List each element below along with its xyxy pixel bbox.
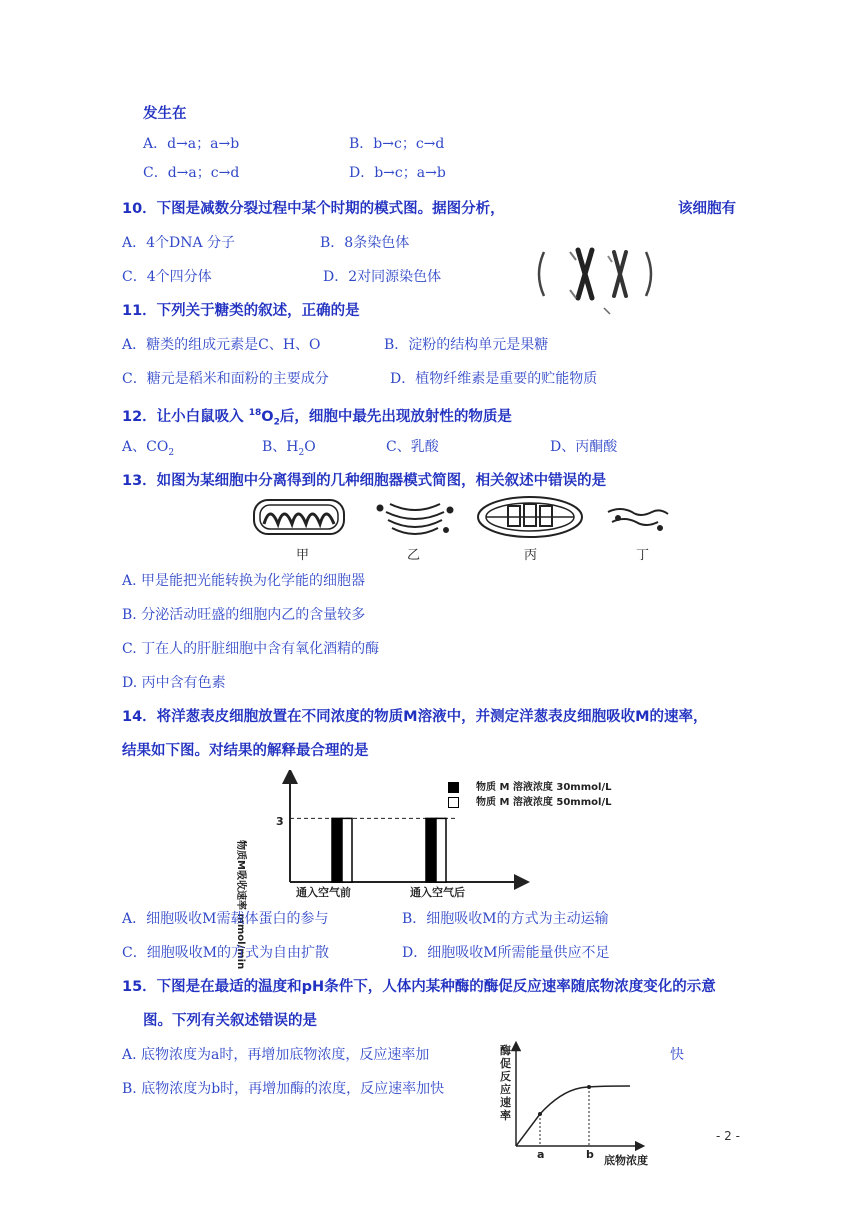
- q12-option-b: [262, 437, 316, 463]
- q10-stem-end: 该细胞有: [678, 201, 736, 217]
- chart15-y-axis-label: 酶促反应速率: [500, 1044, 511, 1122]
- q14-stem-line1: 14．将洋葱表皮细胞放置在不同浓度的物质M溶液中，并测定洋葱表皮细胞吸收M的速率，: [122, 709, 708, 725]
- chart14-legend-30: 物质 M 溶液浓度 30mmol/L: [476, 782, 612, 793]
- chart14-bar-before-50: [342, 818, 352, 882]
- chart15-curve: [516, 1086, 630, 1146]
- q9-option-b: B．b→c；c→d: [349, 136, 445, 152]
- chart14-legend-swatch-50: [448, 797, 459, 808]
- chart14-legend-swatch-30: [448, 782, 459, 793]
- organelle-label-yi: 乙: [407, 548, 421, 563]
- q9-option-c: C．d→a；c→d: [143, 165, 240, 181]
- chromosome-figure: [530, 238, 660, 318]
- q10-stem: 10．下图是减数分裂过程中某个时期的模式图。据图分析，: [122, 201, 505, 217]
- q12-isotope-mass: 18: [248, 408, 262, 418]
- q12-option-d: D、丙酮酸: [550, 439, 618, 455]
- enzyme-rate-chart: [500, 1040, 650, 1160]
- er-drawing: [608, 509, 668, 530]
- q14-option-a: A．细胞吸收M需载体蛋白的参与: [122, 911, 329, 927]
- q14-option-d: D．细胞吸收M所需能量供应不足: [402, 945, 610, 961]
- chart14-bar-before-30: [332, 818, 342, 882]
- q11-option-b: B．淀粉的结构单元是果糖: [384, 337, 549, 353]
- q12-option-b-sub: 2: [298, 447, 305, 458]
- q11-stem: 11．下列关于糖类的叙述，正确的是: [122, 303, 360, 319]
- q12-subscript: 2: [273, 417, 280, 428]
- q11-option-c: C．糖元是稻米和面粉的主要成分: [122, 371, 329, 387]
- q12-option-b-tail: O: [304, 439, 316, 455]
- q15-option-a: A. 底物浓度为a时，再增加底物浓度，反应速率加: [122, 1047, 430, 1063]
- q14-option-b: B．细胞吸收M的方式为主动运输: [402, 911, 609, 927]
- q10-option-a: A．4个DNA 分子: [122, 235, 236, 251]
- q12-option-b-text: B、H: [262, 439, 299, 455]
- q11-option-d: D．植物纤维素是重要的贮能物质: [390, 371, 598, 387]
- chart15-x-axis-label: 底物浓度: [604, 1154, 648, 1167]
- chart15-tick-b: b: [586, 1148, 594, 1161]
- organelle-label-jia: 甲: [296, 548, 310, 563]
- organelle-label-bing: 丙: [524, 548, 538, 563]
- grana-drawing: [478, 497, 582, 537]
- q10-option-d: D．2对同源染色体: [323, 269, 442, 285]
- golgi-drawing: [378, 504, 453, 534]
- q12-stem: [122, 403, 512, 433]
- q10-option-b: B．8条染色体: [320, 235, 410, 251]
- q9-stem-tail: 发生在: [143, 106, 187, 122]
- q13-option-a: A. 甲是能把光能转换为化学能的细胞器: [122, 573, 366, 589]
- chart15-tick-a: a: [537, 1148, 545, 1161]
- q15-option-a-tail: 快: [670, 1047, 684, 1063]
- chart14-category-before: 通入空气前: [296, 886, 351, 899]
- q12-option-c: C、乳酸: [386, 439, 439, 455]
- organelle-label-ding: 丁: [636, 548, 650, 563]
- q12-stem-post: 后，细胞中最先出现放射性的物质是: [279, 408, 512, 425]
- chart14-y-tick-3: 3: [276, 815, 284, 828]
- chart14-legend-50: 物质 M 溶液浓度 50mmol/L: [476, 797, 612, 808]
- q15-option-b: B. 底物浓度为b时，再增加酶的浓度，反应速率加快: [122, 1081, 445, 1097]
- q13-option-b: B. 分泌活动旺盛的细胞内乙的含量较多: [122, 607, 366, 623]
- page-number: - 2 -: [716, 1129, 740, 1143]
- chart14-category-after: 通入空气后: [410, 886, 465, 899]
- q9-option-a: A．d→a；a→b: [143, 136, 240, 152]
- q12-option-a-text: A、CO: [122, 439, 169, 455]
- q13-stem: 13．如图为某细胞中分离得到的几种细胞器模式简图，相关叙述中错误的是: [122, 473, 607, 489]
- q13-option-d: D. 丙中含有色素: [122, 675, 226, 691]
- q14-option-c: C．细胞吸收M的方式为自由扩散: [122, 945, 330, 961]
- q15-stem-line1: 15．下图是在最适的温度和pH条件下，人体内某种酶的酶促反应速率随底物浓度变化的示意: [122, 979, 716, 995]
- q10-option-c: C．4个四分体: [122, 269, 212, 285]
- chart14-y-axis-label: 物质M吸收速率 mmol/min: [235, 840, 246, 970]
- q12-stem-pre: 12．让小白鼠吸入: [122, 408, 249, 425]
- q15-stem-line2: 图。下列有关叙述错误的是: [143, 1013, 317, 1029]
- chart14-bar-after-30: [426, 818, 436, 882]
- chart14-bar-after-50: [436, 818, 446, 882]
- q12-stem-o: O: [261, 408, 274, 425]
- q13-option-c: C. 丁在人的肝脏细胞中含有氧化酒精的酶: [122, 641, 380, 657]
- chloroplast-drawing: [254, 500, 344, 534]
- q12-option-a: [122, 437, 174, 463]
- q9-option-d: D．b→c；a→b: [349, 165, 446, 181]
- q14-stem-line2: 结果如下图。对结果的解释最合理的是: [122, 743, 369, 759]
- q12-option-a-sub: 2: [168, 447, 175, 458]
- q11-option-a: A．糖类的组成元素是C、H、O: [122, 337, 321, 353]
